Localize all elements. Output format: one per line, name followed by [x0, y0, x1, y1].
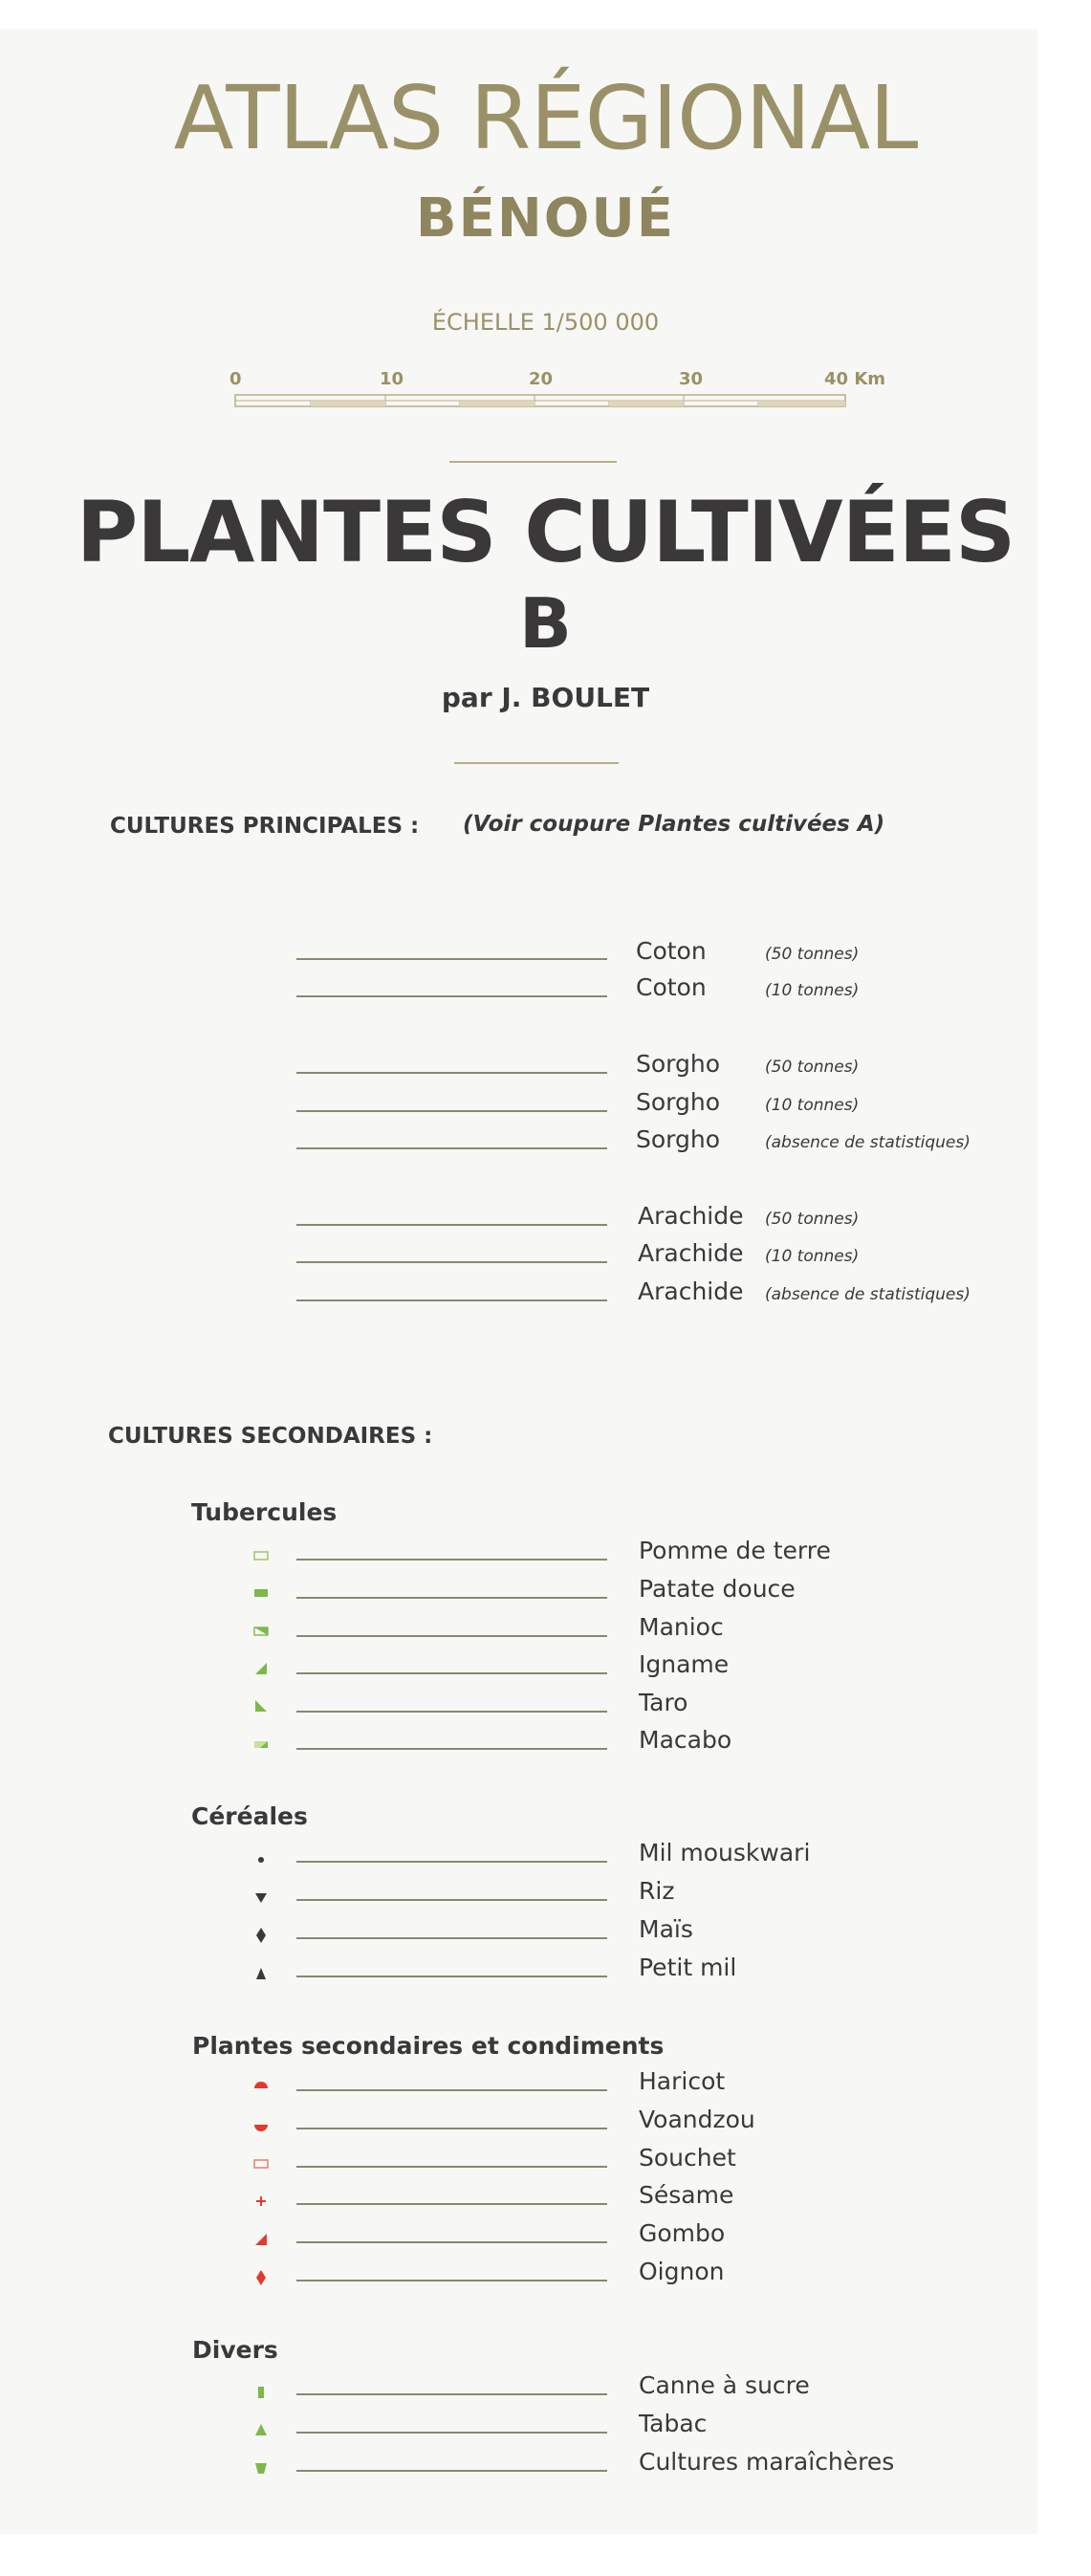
pot-icon — [252, 2459, 270, 2477]
group-title-condiments: Plantes secondaires et condiments — [192, 2032, 665, 2060]
rectangle-outline-icon — [252, 1547, 270, 1564]
group-title-cereales: Céréales — [191, 1802, 308, 1830]
legend-line — [296, 2432, 607, 2434]
scale-tick-20: 20 — [529, 369, 554, 389]
triangle-up-icon — [252, 1965, 270, 1982]
legend-label: Cultures maraîchères — [639, 2448, 895, 2476]
legend-label: Sésame — [639, 2181, 734, 2209]
scale-tick-10: 10 — [380, 369, 404, 389]
legend-label: Tabac — [639, 2410, 708, 2437]
map-letter: B — [519, 583, 572, 664]
dot-icon — [252, 1851, 270, 1868]
legend-label: Taro — [639, 1689, 688, 1716]
legend-label: Igname — [639, 1650, 730, 1678]
scale-tick-30: 30 — [679, 369, 704, 389]
plus-icon — [252, 2193, 270, 2210]
bar-icon — [252, 2384, 270, 2401]
legend-label: Arachide — [638, 1277, 744, 1305]
scale-label: ÉCHELLE 1/500 000 — [431, 309, 660, 336]
legend-line — [296, 1072, 607, 1074]
divider — [454, 762, 619, 764]
triangle-right-red-icon — [252, 2231, 270, 2248]
legend-line — [296, 2470, 607, 2472]
legend-label: Sorgho — [636, 1125, 721, 1153]
scale-tick-0: 0 — [229, 369, 242, 389]
legend-label: Patate douce — [639, 1575, 796, 1603]
legend-label: Mil mouskwari — [639, 1839, 811, 1867]
legend-quantity: (10 tonnes) — [765, 1247, 860, 1266]
legend-label: Haricot — [639, 2067, 726, 2095]
legend-label: Voandzou — [639, 2106, 755, 2133]
legend-line — [296, 1976, 607, 1977]
secondary-heading: CULTURES SECONDAIRES : — [108, 1424, 433, 1449]
atlas-title: ATLAS RÉGIONAL — [173, 67, 918, 169]
legend-line — [296, 1147, 607, 1149]
legend-label: Macabo — [639, 1726, 732, 1754]
legend-line — [296, 1224, 607, 1226]
legend-label: Petit mil — [639, 1954, 737, 1981]
legend-line — [296, 995, 607, 997]
legend-line — [296, 2393, 607, 2395]
map-title: PLANTES CULTIVÉES — [76, 483, 1015, 581]
region-name: BÉNOUÉ — [415, 187, 676, 250]
half-rectangle-icon — [252, 1623, 270, 1640]
legend-label: Souchet — [639, 2144, 736, 2172]
legend-quantity: (50 tonnes) — [765, 1058, 860, 1077]
triangle-down-icon — [252, 1889, 270, 1907]
group-title-tubercules: Tubercules — [191, 1498, 338, 1526]
legend-line — [296, 1597, 607, 1599]
group-title-divers: Divers — [192, 2336, 278, 2364]
diamond-icon — [252, 1927, 270, 1944]
rectangle-corner-icon — [252, 1736, 270, 1753]
half-circle-top-icon — [252, 2079, 270, 2096]
half-circle-bottom-icon — [252, 2117, 270, 2134]
legend-quantity: (10 tonnes) — [765, 1096, 860, 1115]
legend-label: Sorgho — [636, 1050, 721, 1078]
author: par J. BOULET — [441, 682, 650, 713]
legend-quantity: (absence de statistiques) — [765, 1285, 971, 1304]
legend-label: Canne à sucre — [639, 2371, 810, 2399]
legend-label: Arachide — [638, 1239, 744, 1267]
legend-label: Maïs — [639, 1915, 693, 1943]
legend-line — [296, 1299, 607, 1301]
legend-label: Pomme de terre — [639, 1537, 831, 1564]
triangle-right-icon — [252, 1660, 270, 1677]
rectangle-outline-red-icon — [252, 2155, 270, 2172]
legend-label: Coton — [636, 937, 707, 965]
scale-tick-40: 40 Km — [824, 369, 886, 389]
triangle-up-green-icon — [252, 2421, 270, 2438]
legend-label: Coton — [636, 973, 707, 1001]
legend-quantity: (50 tonnes) — [765, 1210, 860, 1229]
legend-quantity: (10 tonnes) — [765, 981, 860, 1000]
triangle-left-icon — [252, 1697, 270, 1714]
legend-line — [296, 2203, 607, 2205]
legend-label: Riz — [639, 1877, 675, 1905]
divider — [449, 461, 617, 463]
legend-line — [296, 1861, 607, 1863]
legend-line — [296, 1559, 607, 1561]
rectangle-filled-icon — [252, 1584, 270, 1602]
legend-label: Gombo — [639, 2219, 726, 2247]
legend-line — [296, 1110, 607, 1112]
legend-line — [296, 1899, 607, 1901]
scale-bar — [234, 394, 846, 407]
diamond-red-icon — [252, 2269, 270, 2286]
legend-line — [296, 2280, 607, 2281]
legend-line — [296, 1672, 607, 1674]
legend-label: Manioc — [639, 1613, 724, 1641]
legend-line — [296, 1711, 607, 1713]
legend-line — [296, 1748, 607, 1750]
legend-line — [296, 958, 607, 960]
legend-quantity: (absence de statistiques) — [765, 1133, 971, 1152]
principal-heading: CULTURES PRINCIPALES : — [110, 814, 420, 839]
legend-line — [296, 2128, 607, 2129]
legend-line — [296, 1261, 607, 1263]
legend-label: Arachide — [638, 1202, 744, 1230]
legend-label: Sorgho — [636, 1088, 721, 1116]
legend-line — [296, 2166, 607, 2168]
legend-label: Oignon — [639, 2258, 725, 2285]
legend-line — [296, 1635, 607, 1637]
principal-note: (Voir coupure Plantes cultivées A) — [463, 812, 885, 837]
legend-line — [296, 1937, 607, 1939]
legend-line — [296, 2089, 607, 2091]
legend-quantity: (50 tonnes) — [765, 945, 860, 964]
legend-line — [296, 2241, 607, 2243]
